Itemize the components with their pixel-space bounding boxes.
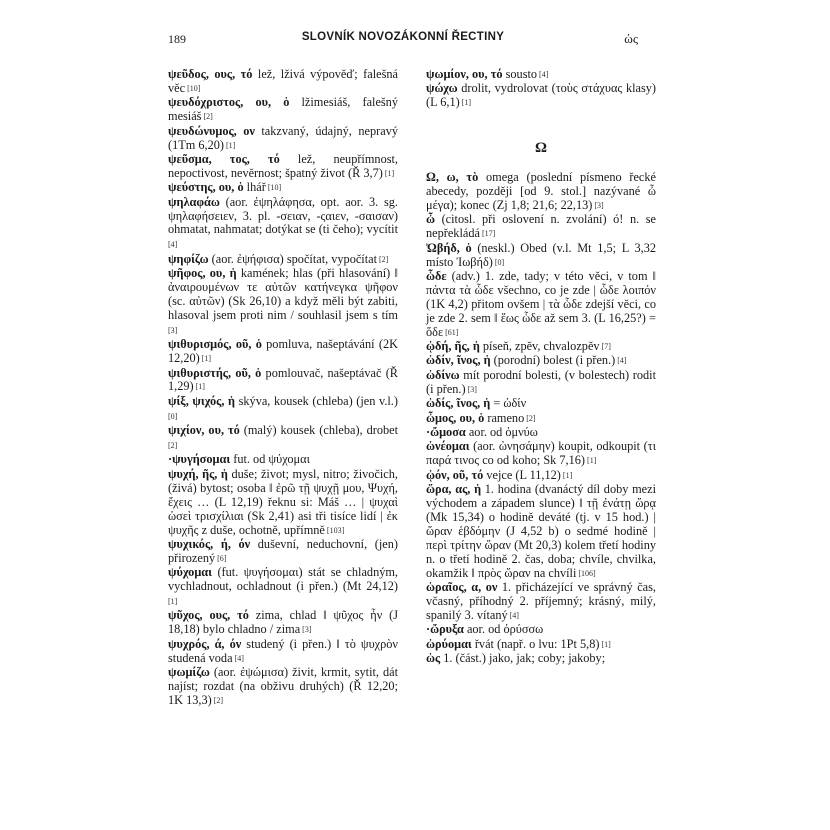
entry-definition: pomluva, našeptávání (2K 12,20) <box>168 337 398 366</box>
entry-headword: ψωμίζω <box>168 665 210 680</box>
dictionary-entry <box>426 82 656 110</box>
occurrence-count: [3] <box>592 200 604 210</box>
entry-headword: ὠνέομαι <box>426 439 470 454</box>
occurrence-count: [1] <box>168 597 178 607</box>
occurrence-count: [2] <box>377 254 389 264</box>
entry-headword: ὠδίν, ῖνος, ἡ <box>426 353 491 368</box>
dictionary-entry <box>426 397 656 411</box>
occurrence-count: [1] <box>224 140 236 150</box>
dictionary-entry <box>168 367 398 395</box>
entry-headword: ψύχομαι <box>168 565 212 580</box>
dictionary-entry <box>426 652 656 666</box>
dictionary-entry <box>426 171 656 213</box>
occurrence-count: [4] <box>507 610 519 620</box>
entry-definition: lež, lživá výpověď; falešná věc <box>168 67 398 95</box>
entry-headword: ὡς <box>426 650 441 665</box>
entry-definition: vejce (L 11,12) <box>483 467 561 482</box>
entry-headword: ψεῦσμα, τος, τό <box>168 151 280 166</box>
dictionary-entry <box>426 412 656 426</box>
dictionary-entry <box>168 267 398 338</box>
entry-definition: (adv.) 1. zde, tady; v této věci, v tom ‖ πάντα τὰ ὧδε všechno, co je zde | ὧδε λοιπόν (1K 4,2) přitom ovšem | τὰ ὧδε zdejší věci, co je zde 2. sem ‖ ἕως ὧδε až sem 3. (L 16,25?) = ὅδε <box>426 268 656 339</box>
dictionary-entry <box>426 213 656 241</box>
entry-headword: ψῦχος, ους, τό <box>168 608 249 623</box>
entry-headword: ψῆφος, ου, ἡ <box>168 266 237 281</box>
page-number: 189 <box>168 32 186 46</box>
entry-headword: Ὠβήδ, ὁ <box>426 240 472 255</box>
dictionary-entry <box>168 666 398 708</box>
entry-definition: skýva, kousek (chleba) (jen v.l.) <box>235 393 398 408</box>
entry-headword: ·ὤρυξα <box>426 622 464 637</box>
dictionary-entry <box>426 581 656 623</box>
dictionary-entry <box>168 96 398 124</box>
entry-definition: (aor. ὠνησάμην) koupit, odkoupit (τι παρά τινος co od koho; Sk 7,16) <box>426 439 656 468</box>
entry-definition: 1. (část.) jako, jak; coby; jakoby; <box>440 650 606 665</box>
dictionary-entry <box>426 369 656 397</box>
occurrence-count: [10] <box>185 83 201 93</box>
dictionary-entry <box>426 638 656 652</box>
entry-definition: píseň, zpěv, chvalozpěv <box>479 339 600 353</box>
entry-definition: lež, neupřímnost, nepoctivost, nevěrnost; špatný život (Ř 3,7) <box>168 151 398 180</box>
dictionary-entry <box>168 196 398 253</box>
dictionary-entry <box>426 68 656 82</box>
dictionary-entry <box>426 242 656 270</box>
entry-headword: ᾠόν, οῦ, τό <box>426 467 484 482</box>
occurrence-count: [7] <box>599 342 611 351</box>
dictionary-entry <box>168 338 398 366</box>
dictionary-entry <box>426 623 656 637</box>
entry-definition: 1. přicházející ve správný čas, včasný, příhodný 2. příjemný; krásný, milý, spanilý 3. vítaný <box>426 579 656 622</box>
dictionary-entry <box>168 424 398 453</box>
running-title: SLOVNÍK NOVOZÁKONNÍ ŘECTINY <box>301 31 505 43</box>
dictionary-entry <box>168 566 398 609</box>
dictionary-entry <box>168 181 398 195</box>
entry-headword: ψυχρός, ά, όν <box>168 636 242 651</box>
dictionary-entry <box>168 253 398 267</box>
entry-definition: aor. od ὀμνύω <box>465 424 538 439</box>
entry-definition: pomlouvač, našeptávač (Ř 1,29) <box>168 365 398 394</box>
dictionary-entry <box>426 426 656 440</box>
dictionary-entry <box>168 153 398 181</box>
entry-definition: kamének; hlas (při hlasování) ‖ ἀναιρουμένων τε αὐτῶν κατήνεγκα ψῆφον (sc. αὐτῶν) (Sk 26,10) a když měli být zabiti, hlasoval jsem proti nim / souhlasil jsem s tím <box>168 266 398 322</box>
entry-headword: ὧδε <box>426 268 447 283</box>
occurrence-count: [3] <box>465 384 477 394</box>
entry-headword: ψεύστης, ου, ὁ <box>168 180 244 195</box>
right-column <box>426 68 656 666</box>
entry-headword: ψεῦδος, ους, τό <box>168 67 253 81</box>
entry-definition: (porodní) bolest (i přen.) <box>490 353 616 368</box>
right-column-top-entries <box>426 68 656 110</box>
dictionary-entry <box>426 440 656 468</box>
entry-definition: rameno <box>484 410 525 425</box>
entry-definition: duše; život; mysl, nitro; živočich, (živá) bytost; osoba ‖ ἐρῶ τῇ ψυχῇ μου, Ψυχή, ἔχεις … (L 12,19) řeknu si: Máš … | ψυχαὶ ὡσεὶ τρισχίλιαι (Sk 2,41) asi tři tisíce lidí | ἐκ ψυχῆς z duše, ochotně, upřímně <box>168 466 398 537</box>
entry-headword: ψώχω <box>426 81 458 96</box>
occurrence-count: [10] <box>265 183 282 193</box>
dictionary-entry <box>168 395 398 424</box>
occurrence-count: [2] <box>524 413 536 423</box>
entry-definition: 1. hodina (dvanáctý díl doby mezi východem a západem slunce) ‖ τῇ ἐνάτῃ ὥρᾳ (Mk 15,34) o hodině deváté (tj. v 15 hod.) | ὥραν ἑβδόμην (J 4,52 b) o sedmé hodině | περὶ τρίτην ὥραν (Mt 20,3) kolem třetí hodiny n. o třetí hodině 2. čas, doba; chvíle, chvilka, okamžik ‖ πρὸς ὥραν na chvíli <box>426 482 657 580</box>
occurrence-count: [4] <box>168 240 178 250</box>
entry-headword: ψιθυριστής, οῦ, ὁ <box>168 365 262 380</box>
entry-definition: řvát (např. o lvu: 1Pt 5,8) <box>471 636 600 651</box>
dictionary-entry <box>426 270 656 340</box>
occurrence-count: [61] <box>443 327 459 337</box>
occurrence-count: [0] <box>492 257 505 267</box>
catchword: ὡς <box>624 31 638 46</box>
entry-headword: ψευδόχριστος, ου, ὁ <box>168 95 290 110</box>
occurrence-count: [4] <box>232 653 244 663</box>
entry-definition: (aor. ἐψώμισα) živit, krmit, sytit, dát najíst; rozdat (na obživu druhých) (Ř 12,20; 1K 13,3) <box>168 665 398 707</box>
occurrence-count: [1] <box>459 98 472 108</box>
dictionary-entry <box>168 453 398 467</box>
dictionary-entry <box>168 125 398 153</box>
entry-definition: takzvaný, údajný, nepravý (1Tm 6,20) <box>168 123 398 152</box>
entry-definition: studený (i přen.) ‖ τὸ ψυχρὸν studená voda <box>168 636 398 665</box>
occurrence-count: [0] <box>168 411 178 421</box>
entry-definition: (aor. ἐψήφισα) spočítat, vypočítat <box>208 251 378 266</box>
dictionary-entry <box>168 468 398 538</box>
occurrence-count: [3] <box>300 625 312 635</box>
right-column-entries <box>426 171 656 666</box>
entry-definition: (citosl. při oslovení n. zvolání) ó! n. se nepřekládá <box>426 212 656 241</box>
occurrence-count: [1] <box>382 168 395 178</box>
entry-headword: ψευδώνυμος, ον <box>168 123 255 138</box>
entry-headword: ψίξ, ψιχός, ἡ <box>168 393 236 408</box>
occurrence-count: [1] <box>193 382 205 392</box>
entry-headword: ·ὤμοσα <box>426 424 466 439</box>
occurrence-count: [3] <box>168 325 178 335</box>
entry-headword: ψηφίζω <box>168 251 209 266</box>
dictionary-entry <box>168 609 398 637</box>
entry-definition: duševní, neduchovní, (jen) přirozený <box>168 536 398 565</box>
occurrence-count: [2] <box>168 441 178 451</box>
entry-definition: lžimesiáš, falešný mesiáš <box>168 95 398 124</box>
dictionary-entry <box>426 483 656 580</box>
dictionary-entry <box>426 340 656 354</box>
occurrence-count: [2] <box>201 112 213 122</box>
occurrence-count: [103] <box>324 525 345 535</box>
entry-headword: ψωμίον, ου, τό <box>426 67 503 81</box>
dictionary-entry <box>168 638 398 666</box>
entry-headword: ψυχή, ῆς, ἡ <box>168 466 228 481</box>
occurrence-count: [1] <box>599 639 611 649</box>
entry-definition: (neskl.) Obed (v.l. Mt 1,5; L 3,32 místo Ἰωβήδ) <box>426 240 656 269</box>
entry-headword: ὥρα, ας, ἡ <box>426 482 482 497</box>
occurrence-count: [1] <box>560 470 573 480</box>
occurrence-count: [4] <box>615 356 627 366</box>
entry-definition: sousto <box>502 67 538 81</box>
occurrence-count: [2] <box>211 695 224 705</box>
dictionary-entry <box>426 354 656 368</box>
left-column <box>168 68 398 708</box>
entry-definition: aor. od ὀρύσσω <box>463 622 544 637</box>
entry-definition: omega (poslední písmeno řecké abecedy, později [od 9. stol.] nazývané ὦ μέγα); konec (Zj 1,8; 21,6; 22,13) <box>426 170 656 212</box>
occurrence-count: [106] <box>576 568 596 578</box>
entry-definition: fut. od ψύχομαι <box>230 452 310 467</box>
entry-headword: ὠδίνω <box>426 367 460 382</box>
entry-headword: ·ψυγήσομαι <box>168 452 231 467</box>
occurrence-count: [1] <box>199 354 212 364</box>
occurrence-count: [1] <box>585 456 597 466</box>
dictionary-entry <box>426 469 656 483</box>
entry-definition: (fut. ψυγήσομαι) stát se chladným, vychladnout, ochladnout (i přen.) (Mt 24,12) <box>168 565 398 594</box>
occurrence-count: [17] <box>479 229 496 239</box>
occurrence-count: [4] <box>537 70 549 79</box>
entry-headword: ὠρύομαι <box>426 636 472 651</box>
entry-headword: ὦμος, ου, ὁ <box>426 410 485 425</box>
entry-headword: ὡραῖος, α, ον <box>426 579 498 594</box>
entry-definition: zima, chlad ‖ ψῦχος ἦν (J 18,18) bylo chladno / zima <box>168 608 398 637</box>
entry-definition: drolit, vydrolovat (τοὺς στάχυας klasy) (L 6,1) <box>426 81 656 110</box>
section-letter-heading: Ω <box>534 140 547 157</box>
occurrence-count: [6] <box>215 553 227 563</box>
entry-headword: ψηλαφάω <box>168 194 220 209</box>
dictionary-entry <box>168 68 398 96</box>
entry-definition: (aor. ἐψηλάφησα, opt. aor. 3. sg. ψηλαφήσειεν, 3. pl. -σειαν, -ςαιεν, -σαισαν) ohmatat, nahmatat; dotýkat se (ti čeho); vycítit <box>168 194 398 237</box>
entry-headword: ᾠδή, ῆς, ἡ <box>426 339 480 353</box>
running-header <box>168 30 638 50</box>
entry-definition: = ὠδίν <box>490 396 527 411</box>
entry-headword: ὠδίς, ῖνος, ἡ <box>426 396 491 411</box>
entry-headword: Ω, ω, τὸ <box>426 170 479 185</box>
entry-headword: ψυχικός, ή, όν <box>168 536 251 551</box>
entry-definition: mít porodní bolesti, (v bolestech) rodit (i přen.) <box>426 367 656 396</box>
dictionary-entry <box>168 538 398 566</box>
entry-definition: (malý) kousek (chleba), drobet <box>239 423 398 438</box>
entry-headword: ὦ <box>426 212 435 227</box>
entry-definition: lhář <box>243 180 266 195</box>
entry-headword: ψιθυρισμός, οῦ, ὁ <box>168 337 262 352</box>
entry-headword: ψιχίον, ου, τό <box>168 423 240 438</box>
